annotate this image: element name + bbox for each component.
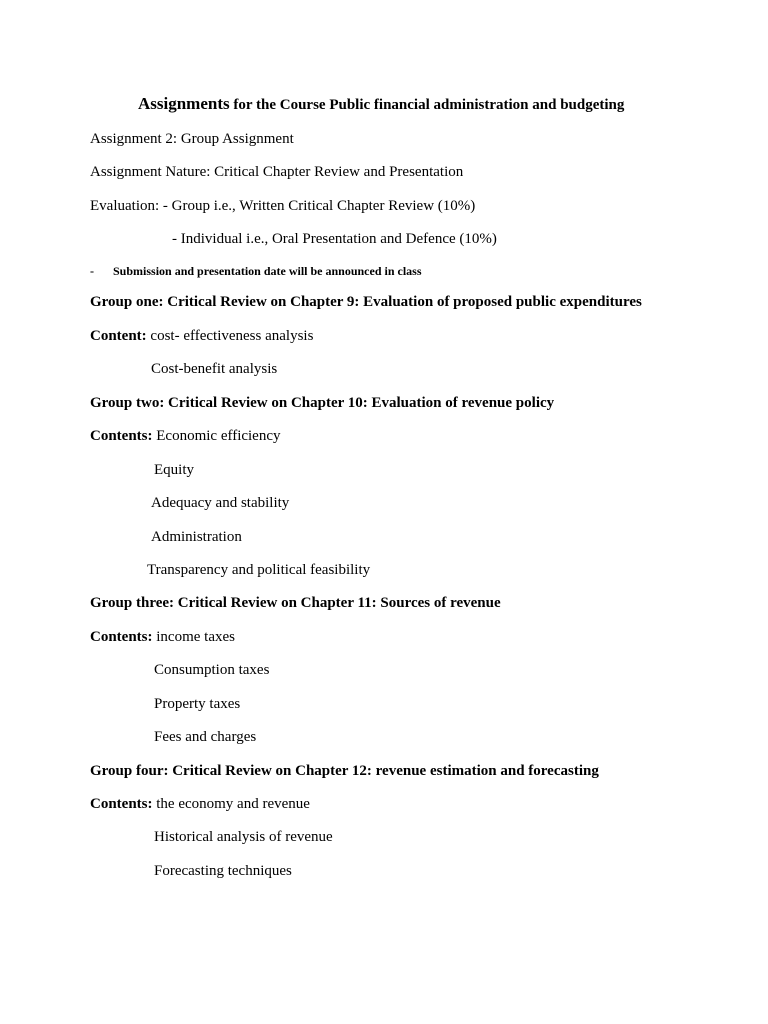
list-item: Transparency and political feasibility bbox=[147, 562, 371, 578]
content-label: Contents: bbox=[90, 428, 153, 444]
content-label: Contents: bbox=[90, 629, 153, 645]
page-title-main: Assignments bbox=[138, 94, 230, 113]
content-first-item: Economic efficiency bbox=[152, 428, 281, 444]
group-three-heading: Group three: Critical Review on Chapter 11: Sources of revenue bbox=[90, 595, 501, 611]
group-two-heading: Group two: Critical Review on Chapter 10: Evaluation of revenue policy bbox=[90, 395, 555, 411]
list-item: Property taxes bbox=[154, 696, 241, 712]
content-label: Content: bbox=[90, 328, 147, 344]
list-item: Administration bbox=[151, 529, 242, 545]
list-item: Historical analysis of revenue bbox=[154, 829, 333, 845]
list-item: Consumption taxes bbox=[154, 662, 270, 678]
submission-note bbox=[90, 261, 422, 281]
content-first-item: income taxes bbox=[152, 629, 235, 645]
content-first-item: cost- effectiveness analysis bbox=[146, 328, 314, 344]
assignment-line: Assignment 2: Group Assignment bbox=[90, 131, 294, 147]
list-item: Cost-benefit analysis bbox=[151, 361, 278, 377]
list-item: Fees and charges bbox=[154, 729, 257, 745]
evaluation-line: Evaluation: - Group i.e., Written Critical Chapter Review (10%) bbox=[90, 198, 476, 214]
content-label: Contents: bbox=[90, 796, 153, 812]
list-item: Equity bbox=[154, 462, 194, 478]
content-first-item: the economy and revenue bbox=[152, 796, 310, 812]
group-three-content bbox=[90, 627, 235, 647]
evaluation-individual-line: - Individual i.e., Oral Presentation and Defence (10%) bbox=[172, 231, 497, 247]
group-one-heading: Group one: Critical Review on Chapter 9: Evaluation of proposed public expenditures bbox=[90, 294, 642, 310]
page-title-rest: for the Course Public financial administration and budgeting bbox=[229, 97, 625, 113]
note-text: Submission and presentation date will be announced in class bbox=[113, 264, 422, 278]
group-two-content bbox=[90, 426, 281, 446]
list-item: Adequacy and stability bbox=[151, 495, 290, 511]
assignment-nature-line: Assignment Nature: Critical Chapter Review and Presentation bbox=[90, 164, 464, 180]
group-one-content bbox=[90, 326, 313, 346]
group-four-heading: Group four: Critical Review on Chapter 12: revenue estimation and forecasting bbox=[90, 763, 599, 779]
note-dash: - bbox=[90, 264, 94, 278]
list-item: Forecasting techniques bbox=[154, 863, 292, 879]
page-title bbox=[138, 94, 624, 115]
group-four-content bbox=[90, 794, 310, 814]
